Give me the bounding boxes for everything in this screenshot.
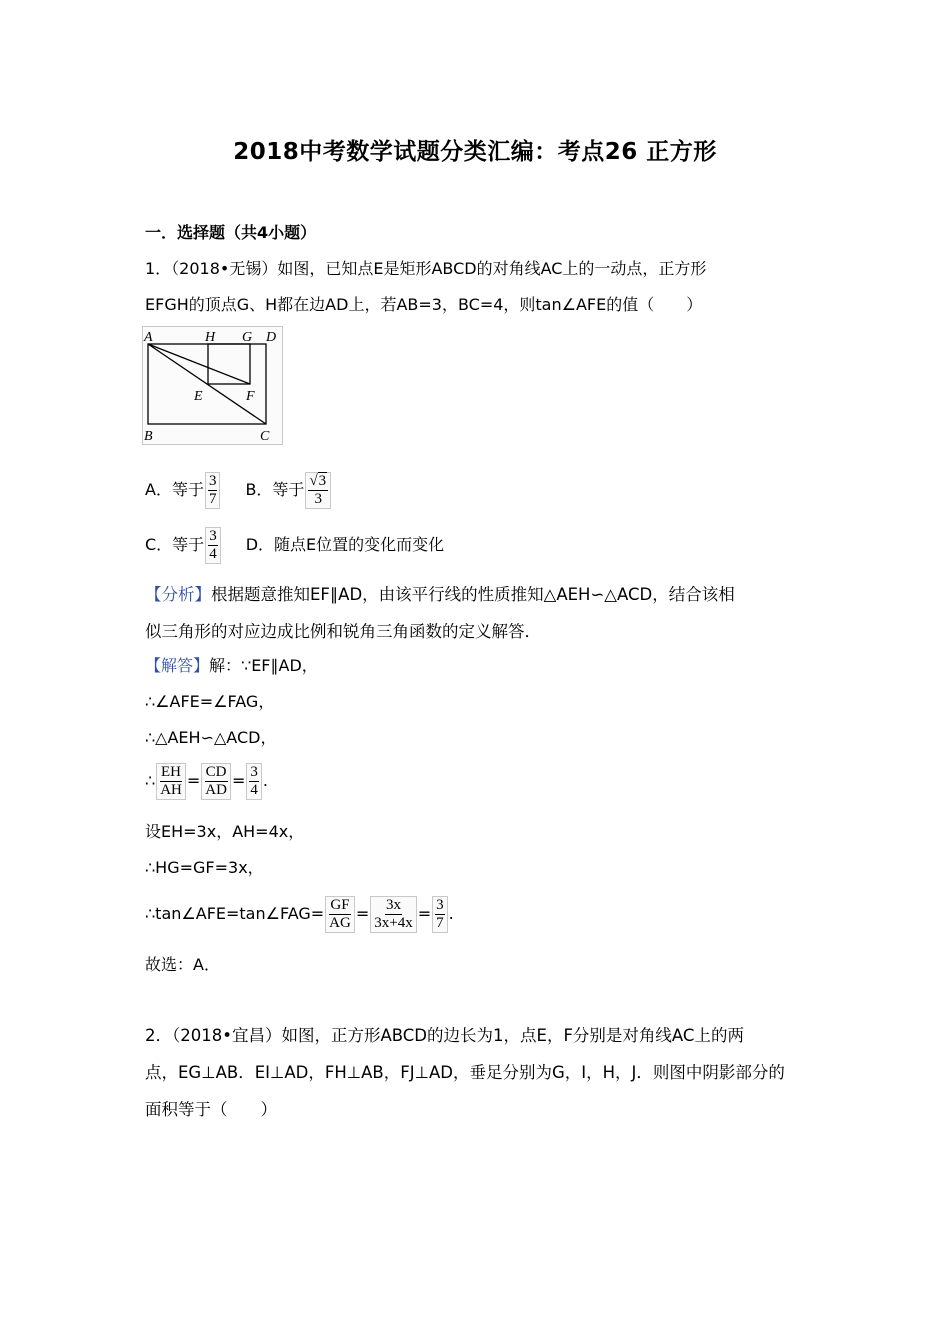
section-heading: 一．选择题（共4小题） bbox=[145, 223, 317, 242]
solution-line7: ∴tan∠AFE=tan∠FAG= $\frac{GF}{AG}$ = $\frac{3x}{3x+4x}$ = $\frac{3}{7}$ . bbox=[145, 896, 454, 931]
q1-stem-line2: EFGH的顶点G、H都在边AD上，若AB=3，BC=4，则tan∠AFE的值（ ） bbox=[145, 295, 703, 314]
label-H: H bbox=[205, 330, 216, 345]
fraction-cd-ad: $\frac{CD}{AD}$ bbox=[201, 763, 231, 800]
label-E: E bbox=[194, 389, 203, 404]
solution-line8: 故选：A． bbox=[145, 955, 220, 974]
fraction-3-4: $\frac{3}{4}$ bbox=[246, 763, 262, 800]
q1-stem-line1: 1．（2018•无锡）如图，已知点E是矩形ABCD的对角线AC上的一动点，正方形 bbox=[145, 259, 707, 278]
solution-line1: 【解答】解：∵EF∥AD， bbox=[145, 656, 318, 675]
fraction-eh-ah: $\frac{EH}{AH}$ bbox=[156, 763, 186, 800]
solution-line5: 设EH=3x，AH=4x， bbox=[145, 822, 305, 841]
label-A: A bbox=[144, 330, 153, 345]
label-C: C bbox=[260, 429, 270, 444]
answer-tag: 【解答】 bbox=[145, 656, 210, 675]
solution-line4: ∴ $\frac{EH}{AH}$ = $\frac{CD}{AD}$ = $\frac{3}{4}$ . bbox=[145, 763, 268, 798]
q2-stem-line3: 面积等于（ ） bbox=[145, 1100, 277, 1119]
q1-options-row2 bbox=[145, 525, 444, 565]
q2-stem-line2: 点，EG⊥AB．EI⊥AD，FH⊥AB，FJ⊥AD，垂足分别为G，I，H，J．则图中阴影部分的 bbox=[145, 1063, 785, 1082]
option-d-label[interactable]: D．随点E位置的变化而变化 bbox=[245, 535, 445, 554]
option-b-fraction: $\frac{√3}{3}$ bbox=[305, 472, 331, 509]
q2-stem-line1: 2．（2018•宜昌）如图，正方形ABCD的边长为1，点E，F分别是对角线AC上的两 bbox=[145, 1026, 744, 1045]
label-F: F bbox=[246, 389, 255, 404]
analysis-line1: 【分析】根据题意推知EF∥AD，由该平行线的性质推知△AEH∽△ACD，结合该相 bbox=[145, 585, 735, 604]
analysis-line2: 似三角形的对应边成比例和锐角三角函数的定义解答． bbox=[145, 622, 541, 641]
option-a-fraction: $\frac{3}{7}$ bbox=[205, 472, 221, 509]
solution-line6: ∴HG=GF=3x， bbox=[145, 858, 264, 877]
analysis-tag: 【分析】 bbox=[145, 585, 211, 604]
label-G: G bbox=[242, 330, 253, 345]
solution-line2: ∴∠AFE=∠FAG， bbox=[145, 692, 275, 711]
fraction-gf-ag: $\frac{GF}{AG}$ bbox=[325, 896, 355, 933]
option-c-fraction: $\frac{3}{4}$ bbox=[205, 527, 221, 564]
q1-rectangle-figure bbox=[142, 326, 284, 446]
solution-line3: ∴△AEH∽△ACD， bbox=[145, 728, 277, 747]
page-title: 2018中考数学试题分类汇编：考点26 正方形 bbox=[233, 139, 717, 165]
option-b-label[interactable]: B．等于 bbox=[245, 480, 305, 499]
q1-options-row1 bbox=[145, 470, 332, 510]
fraction-3-7: $\frac{3}{7}$ bbox=[432, 896, 448, 933]
fraction-3x-7x: $\frac{3x}{3x+4x}$ bbox=[370, 896, 416, 933]
label-B: B bbox=[144, 429, 153, 444]
label-D: D bbox=[266, 330, 277, 345]
option-c-label[interactable]: C．等于 bbox=[145, 535, 205, 554]
option-a-label[interactable]: A．等于 bbox=[145, 480, 204, 499]
